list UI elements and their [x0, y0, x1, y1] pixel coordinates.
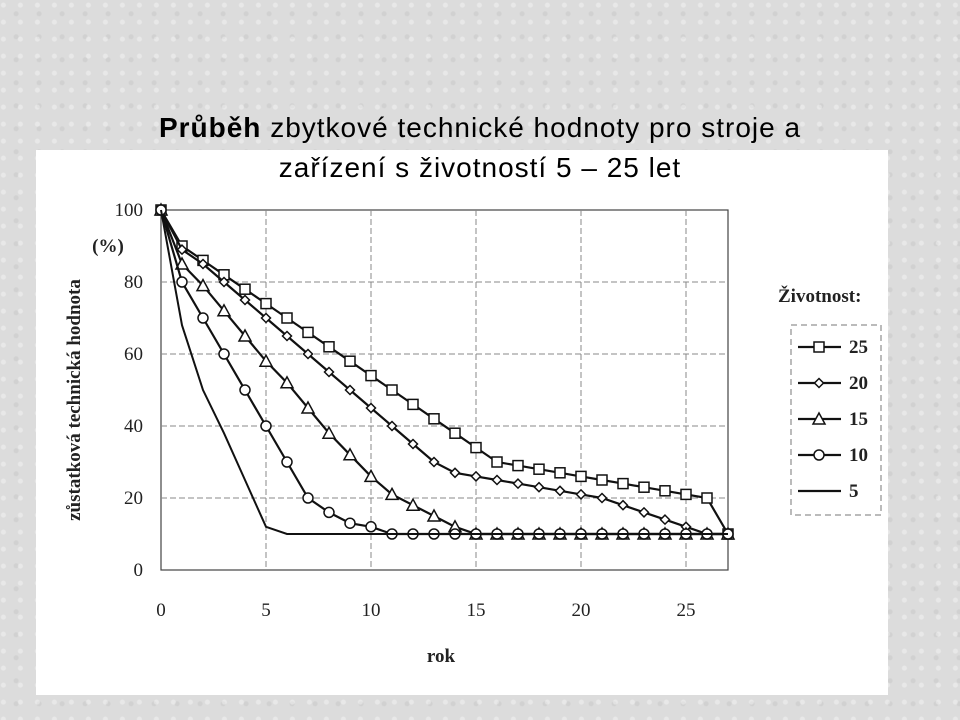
- data-point: [597, 475, 607, 485]
- data-point: [493, 476, 502, 485]
- data-point: [471, 443, 481, 453]
- data-point: [282, 313, 292, 323]
- y-axis-label: zůstatková technická hodnota: [64, 279, 85, 521]
- legend-entry: 20: [849, 373, 868, 394]
- data-point: [303, 327, 313, 337]
- data-point: [492, 457, 502, 467]
- data-point: [219, 349, 229, 359]
- data-point: [261, 421, 271, 431]
- y-tick-label: 80: [124, 272, 143, 293]
- data-point: [681, 489, 691, 499]
- data-point: [387, 385, 397, 395]
- y-tick-label: 40: [124, 416, 143, 437]
- legend: [778, 285, 881, 515]
- data-point: [407, 499, 419, 510]
- x-tick-label: 25: [676, 600, 696, 621]
- x-axis-label: rok: [426, 646, 456, 667]
- data-point: [618, 479, 628, 489]
- x-tick-label: 15: [466, 600, 486, 621]
- data-point: [556, 486, 565, 495]
- data-point: [534, 464, 544, 474]
- legend-entry: 10: [849, 445, 868, 466]
- slide-title-line-2: zařízení s životností 5 – 25 let: [278, 152, 682, 183]
- chart-panel: [36, 150, 888, 695]
- slide-title: [0, 108, 960, 188]
- x-tick-label: 10: [361, 600, 381, 621]
- data-point: [366, 371, 376, 381]
- data-point: [702, 493, 712, 503]
- series-25: [156, 205, 733, 539]
- data-point: [535, 483, 544, 492]
- slide-title-bold: Průběh: [158, 112, 262, 143]
- y-tick-label: 20: [124, 488, 143, 509]
- data-point: [661, 515, 670, 524]
- data-point: [345, 356, 355, 366]
- data-point: [366, 522, 376, 532]
- data-point: [514, 479, 523, 488]
- data-point: [408, 399, 418, 409]
- data-point: [261, 299, 271, 309]
- data-point: [177, 277, 187, 287]
- data-point: [639, 482, 649, 492]
- slide-title-line-1: [0, 108, 960, 148]
- series-group: [155, 204, 734, 539]
- data-point: [198, 313, 208, 323]
- x-tick-label: 0: [156, 600, 166, 621]
- residual-value-chart: [36, 150, 888, 695]
- data-point: [472, 472, 481, 481]
- legend-entry: 25: [849, 337, 868, 358]
- legend-marker: [815, 379, 824, 388]
- data-point: [598, 494, 607, 503]
- data-point: [619, 501, 628, 510]
- data-point: [450, 428, 460, 438]
- data-point: [451, 468, 460, 477]
- y-tick-label: 100: [114, 200, 143, 221]
- data-point: [660, 486, 670, 496]
- legend-title: Životnost:: [778, 286, 862, 307]
- slide-title-rest: zbytkové technické hodnoty pro stroje a: [261, 112, 802, 143]
- legend-marker: [814, 450, 824, 460]
- data-point: [282, 457, 292, 467]
- legend-entry: 15: [849, 409, 868, 430]
- data-point: [303, 493, 313, 503]
- y-tick-label: 0: [133, 560, 143, 581]
- y-axis-unit: (%): [92, 236, 124, 257]
- data-point: [429, 414, 439, 424]
- legend-entry: 5: [849, 481, 859, 502]
- y-tick-label: 60: [124, 344, 143, 365]
- legend-marker: [814, 342, 824, 352]
- data-point: [324, 342, 334, 352]
- data-point: [555, 468, 565, 478]
- x-tick-label: 20: [571, 600, 591, 621]
- data-point: [428, 510, 440, 521]
- data-point: [640, 508, 649, 517]
- data-point: [240, 284, 250, 294]
- data-point: [240, 385, 250, 395]
- data-point: [513, 461, 523, 471]
- x-tick-label: 5: [261, 600, 271, 621]
- data-point: [324, 507, 334, 517]
- data-point: [576, 471, 586, 481]
- data-point: [345, 518, 355, 528]
